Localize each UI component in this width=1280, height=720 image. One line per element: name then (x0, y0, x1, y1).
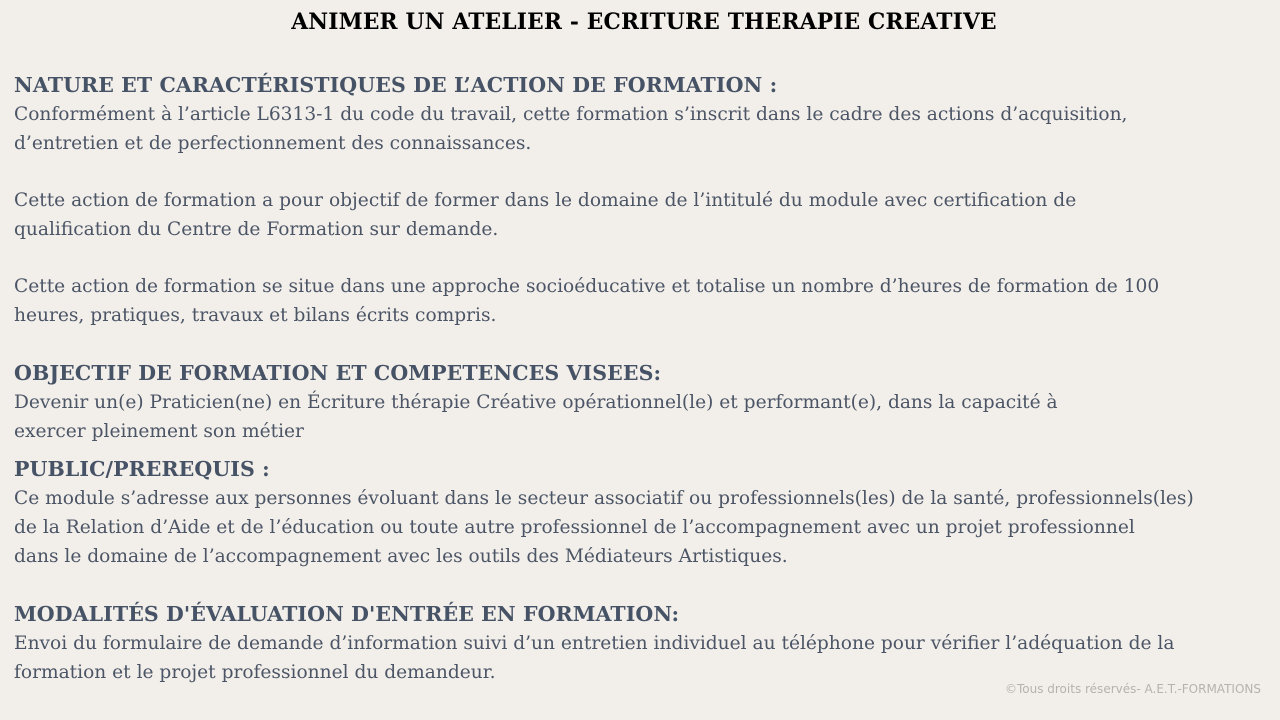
paragraph-approach (14, 272, 1276, 330)
paragraph-public (14, 484, 1276, 571)
paragraph-modalites (14, 629, 1276, 687)
document-body (14, 70, 1276, 687)
text-line: heures, pratiques, travaux et bilans écrits compris. (14, 305, 497, 326)
text-line: exercer pleinement son métier (14, 421, 304, 442)
text-line: Devenir un(e) Praticien(ne) en Écriture thérapie Créative opérationnel(le) et performant(e), dans la capacité à (14, 392, 1058, 413)
text-line: formation et le projet professionnel du demandeur. (14, 662, 496, 683)
text-line: d’entretien et de perfectionnement des connaissances. (14, 133, 532, 154)
section-heading-modalites: MODALITÉS D'ÉVALUATION D'ENTRÉE EN FORMATION: (14, 602, 680, 626)
page-title: ANIMER UN ATELIER - ECRITURE THERAPIE CREATIVE (291, 9, 997, 35)
text-line: Ce module s’adresse aux personnes évoluant dans le secteur associatif ou professionnels(les) de la santé, professionnels(les) (14, 488, 1194, 509)
text-line: Cette action de formation a pour objectif de former dans le domaine de l’intitulé du module avec certification de (14, 190, 1077, 211)
text-line: de la Relation d’Aide et de l’éducation ou toute autre professionnel de l’accompagnement avec un projet professionnel (14, 517, 1135, 538)
paragraph-objectif (14, 388, 1276, 446)
section-heading-public: PUBLIC/PREREQUIS : (14, 457, 270, 481)
paragraph-objective (14, 186, 1276, 244)
text-line: Envoi du formulaire de demande d’information suivi d’un entretien individuel au téléphone pour vérifier l’adéquation de la (14, 633, 1175, 654)
text-line: Cette action de formation se situe dans une approche socioéducative et totalise un nombre d’heures de formation de 100 (14, 276, 1160, 297)
copyright-footer: ©Tous droits réservés- A.E.T.-FORMATIONS (1004, 682, 1261, 696)
section-heading-objectif: OBJECTIF DE FORMATION ET COMPETENCES VISEES: (14, 361, 662, 385)
paragraph-article (14, 100, 1276, 158)
text-line: Conformément à l’article L6313-1 du code du travail, cette formation s’inscrit dans le cadre des actions d’acquisition, (14, 104, 1128, 125)
text-line: qualification du Centre de Formation sur demande. (14, 219, 499, 240)
text-line: dans le domaine de l’accompagnement avec les outils des Médiateurs Artistiques. (14, 546, 788, 567)
section-heading-nature: NATURE ET CARACTÉRISTIQUES DE L’ACTION DE FORMATION : (14, 73, 778, 97)
